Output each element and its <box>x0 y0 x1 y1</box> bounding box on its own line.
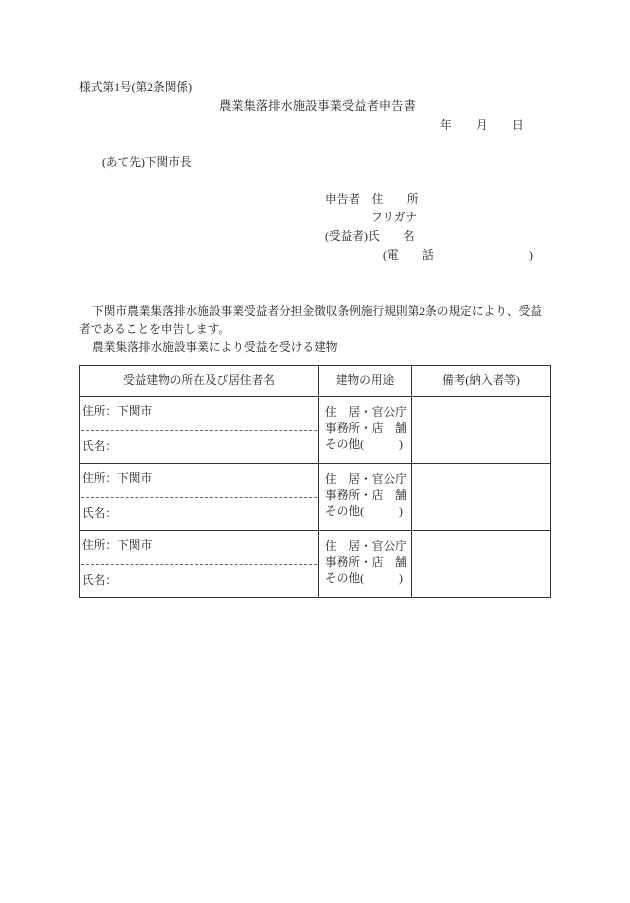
dashed-divider <box>81 564 317 565</box>
address-label: 住所：下関市 <box>82 539 153 552</box>
table-row <box>80 531 550 597</box>
remarks-cell <box>412 531 550 597</box>
applicant-phone-close: ) <box>529 249 533 262</box>
address-label: 住所：下関市 <box>82 472 153 485</box>
building-use-cell <box>319 397 412 463</box>
address-label: 住所：下関市 <box>82 405 153 418</box>
statement-line-1: 下関市農業集落排水施設事業受益者分担金徴収条例施行規則第2条の規定により、受益 <box>92 305 542 318</box>
use-option-other: その他( ) <box>325 505 403 518</box>
location-cell <box>80 397 319 463</box>
header-location-resident: 受益建物の所在及び居住者名 <box>80 366 319 396</box>
table-header-row <box>80 366 550 397</box>
addressee: (あて先)下関市長 <box>102 156 192 169</box>
table-caption: 農業集落排水施設事業により受益を受ける建物 <box>92 341 338 354</box>
document-title: 農業集落排水施設事業受益者申告書 <box>219 99 416 113</box>
remarks-cell <box>412 464 550 530</box>
use-option-business-store: 事務所・店 舗 <box>325 556 407 569</box>
table-row <box>80 464 550 531</box>
building-use-cell <box>319 464 412 530</box>
dashed-divider <box>81 430 317 431</box>
date-month-label: 月 <box>476 119 488 132</box>
applicant-name-label: (受益者)氏 名 <box>325 230 415 243</box>
header-remarks: 備考(納入者等) <box>442 374 520 387</box>
location-cell <box>80 531 319 597</box>
table-row <box>80 397 550 464</box>
use-option-other: その他( ) <box>325 572 403 585</box>
use-option-business-store: 事務所・店 舗 <box>325 489 407 502</box>
buildings-table <box>79 365 551 598</box>
applicant-phone-label: (電 話 <box>383 249 434 262</box>
use-option-other: その他( ) <box>325 438 403 451</box>
building-use-cell <box>319 531 412 597</box>
remarks-cell <box>412 397 550 463</box>
location-cell <box>80 464 319 530</box>
header-building-use: 建物の用途 <box>319 366 412 396</box>
form-number: 様式第1号(第2条関係) <box>79 81 192 94</box>
resident-name-label: 氏名： <box>82 440 118 453</box>
use-option-business-store: 事務所・店 舗 <box>325 422 407 435</box>
statement-line-2: 者であることを申告します。 <box>79 323 231 336</box>
date-year-label: 年 <box>440 119 452 132</box>
use-option-residence-office: 住 居・官公庁 <box>325 406 407 419</box>
date-day-label: 日 <box>512 119 524 132</box>
dashed-divider <box>81 497 317 498</box>
use-option-residence-office: 住 居・官公庁 <box>325 473 407 486</box>
applicant-furigana-label: フリガナ <box>371 211 418 224</box>
resident-name-label: 氏名： <box>82 574 118 587</box>
resident-name-label: 氏名： <box>82 507 118 520</box>
use-option-residence-office: 住 居・官公庁 <box>325 540 407 553</box>
applicant-address-label: 申告者 住 所 <box>325 193 419 206</box>
